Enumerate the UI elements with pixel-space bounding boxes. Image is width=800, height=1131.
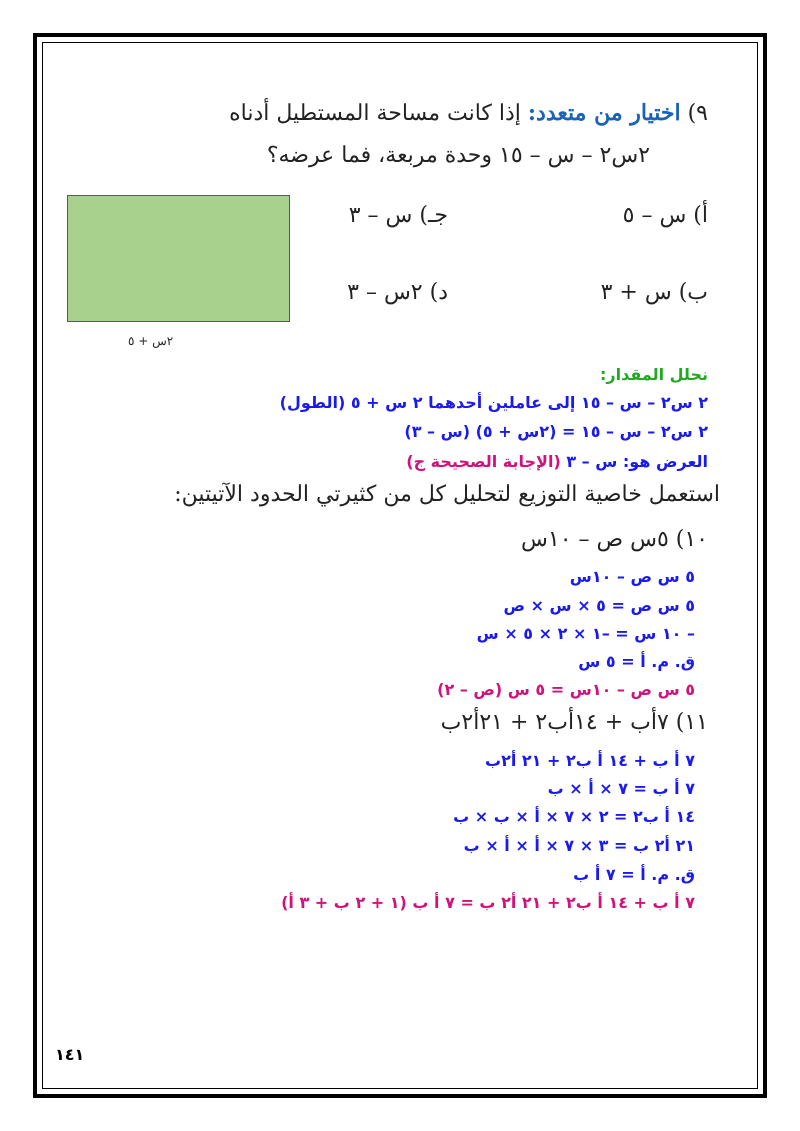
q9-option-b: ب) س + ٣ [600,280,708,305]
q9-text-line1: إذا كانت مساحة المستطيل أدناه [229,101,521,126]
q11-step-1: ٧ أ ب + ١٤ أ ب٢ + ٢١ أ٢ب [485,751,695,770]
q9-option-a: أ) س – ٥ [622,203,708,228]
solution9-answer: (الإجابة الصحيحة ج) [406,452,561,471]
q11-step-3: ١٤ أ ب٢ = ٢ × ٧ × أ × ب × ب [453,807,695,826]
q11-step-4: ٢١ أ٢ ب = ٣ × ٧ × أ × أ × ب [463,836,695,855]
q9-option-c: جـ) س – ٣ [348,203,448,228]
q11-title: ١١) ٧أب + ١٤أب٢ + ٢١أ٢ب [440,710,708,735]
rectangle-figure [67,195,290,322]
q10-answer: ٥ س ص – ١٠س = ٥ س (ص – ٢) [437,680,695,699]
q9-option-d: د) ٢س – ٣ [347,280,448,305]
q11-step-2: ٧ أ ب = ٧ × أ × ب [547,779,695,798]
solution9-line1: ٢ س٢ – س – ١٥ إلى عاملين أحدهما ٢ س + ٥ (الطول) [279,393,708,412]
q9-number: ٩) [687,101,708,126]
q10-step-1: ٥ س ص – ١٠س [569,567,695,586]
q10-step-3: – ١٠ س = –١ × ٢ × ٥ × س [476,624,695,643]
q10-step-2: ٥ س ص = ٥ × س × ص [503,596,695,615]
solution9-width: العرض هو: س – ٣ [566,452,708,471]
q10-step-4: ق. م. أ = ٥ س [578,652,695,671]
solution9-heading: نحلل المقدار: [600,365,708,384]
instruction: استعمل خاصية التوزيع لتحليل كل من كثيرتي الحدود الآتيتين: [174,482,720,507]
q9-text-line2: ٢س٢ – س – ١٥ وحدة مربعة، فما عرضه؟ [266,143,650,168]
q10-title: ١٠) ٥س ص – ١٠س [521,527,708,552]
q11-step-5: ق. م. أ = ٧ أ ب [573,865,695,884]
rectangle-length-label: ٢س + ٥ [128,334,174,348]
solution9-line2: ٢ س٢ – س – ١٥ = (٢س + ٥) (س – ٣) [404,422,708,441]
solution9-line3 [406,452,708,471]
page-number: ١٤١ [55,1045,85,1064]
q9-label: اختيار من متعدد: [527,100,681,126]
q9-header [229,100,708,126]
q11-answer: ٧ أ ب + ١٤ أ ب٢ + ٢١ أ٢ ب = ٧ أ ب (١ + ٢ ب + ٣ أ) [281,893,695,912]
